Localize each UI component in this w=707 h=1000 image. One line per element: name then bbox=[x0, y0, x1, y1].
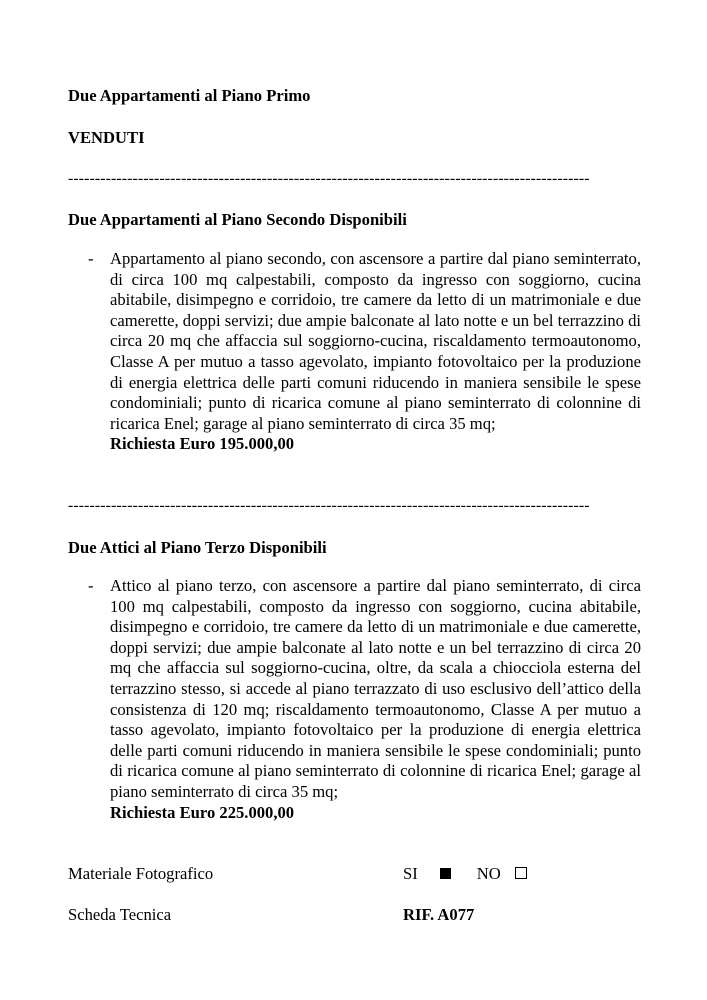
separator-line: ------------------------------------------------------------------------------------------------- bbox=[68, 497, 590, 514]
tech-sheet-label: Scheda Tecnica bbox=[68, 905, 172, 924]
no-checkbox[interactable] bbox=[515, 867, 527, 879]
section-heading-terzo: Due Attici al Piano Terzo Disponibili bbox=[68, 538, 327, 557]
yes-checkbox[interactable] bbox=[440, 868, 451, 879]
listing-item-secondo bbox=[88, 249, 641, 455]
bullet-dash: - bbox=[88, 249, 94, 268]
no-label: NO bbox=[476, 864, 501, 883]
listing-item-terzo bbox=[88, 576, 641, 823]
yes-label: SI bbox=[403, 864, 418, 883]
section-heading-primo: Due Appartamenti al Piano Primo bbox=[68, 86, 311, 105]
listing-body bbox=[110, 249, 641, 455]
listing-description: Appartamento al piano secondo, con ascensore a partire dal piano seminterrato, di circa 100 mq calpestabili, composto da ingresso con soggiorno, cucina abitabile, disimpegno e corridoio, tre camere da letto di un matrimoniale e due camerette, doppi servizi; due ampie balconate al lato notte e un bel terrazzino di circa 20 mq che affaccia sul soggiorno-cucina, riscaldamento termoautonomo, Classe A per mutuo a tasso agevolato, impianto fotovoltaico per la produzione di energia elettrica delle parti comuni riducendo in maniera sensibile le spese condominiali; punto di ricarica comune al piano seminterrato di colonnine di ricarica Enel; garage al piano seminterrato di circa 35 mq; bbox=[110, 249, 641, 433]
reference-code: RIF. A077 bbox=[403, 905, 475, 924]
photo-material-options bbox=[403, 864, 527, 884]
listing-price: Richiesta Euro 225.000,00 bbox=[110, 802, 295, 822]
listing-body bbox=[110, 576, 641, 823]
listing-price: Richiesta Euro 195.000,00 bbox=[110, 434, 295, 454]
bullet-dash: - bbox=[88, 576, 94, 595]
listing-description: Attico al piano terzo, con ascensore a partire dal piano seminterrato, di circa 100 mq calpestabili, composto da ingresso con soggiorno, cucina abitabile, disimpegno e corridoio, tre camere da letto di un matrimoniale e due camerette, doppi servizi; due ampie balconate al lato notte e un bel terrazzino di circa 20 mq che affaccia sul soggiorno-cucina, oltre, da scala a chiocciola esterna del terrazzino stesso, si accede al piano terrazzato di uso esclusivo dell’attico della consistenza di 120 mq; riscaldamento termoautonomo, Classe A per mutuo a tasso agevolato, impianto fotovoltaico per la produzione di energia elettrica delle parti comuni riducendo in maniera sensibile le spese condominiali; punto di ricarica comune al piano seminterrato di colonnine di ricarica Enel; garage al piano seminterrato di circa 35 mq; bbox=[110, 576, 641, 801]
separator-line: ------------------------------------------------------------------------------------------------- bbox=[68, 170, 590, 187]
section-heading-secondo: Due Appartamenti al Piano Secondo Disponibili bbox=[68, 210, 407, 229]
photo-material-label: Materiale Fotografico bbox=[68, 864, 214, 883]
sold-status: VENDUTI bbox=[68, 128, 145, 147]
